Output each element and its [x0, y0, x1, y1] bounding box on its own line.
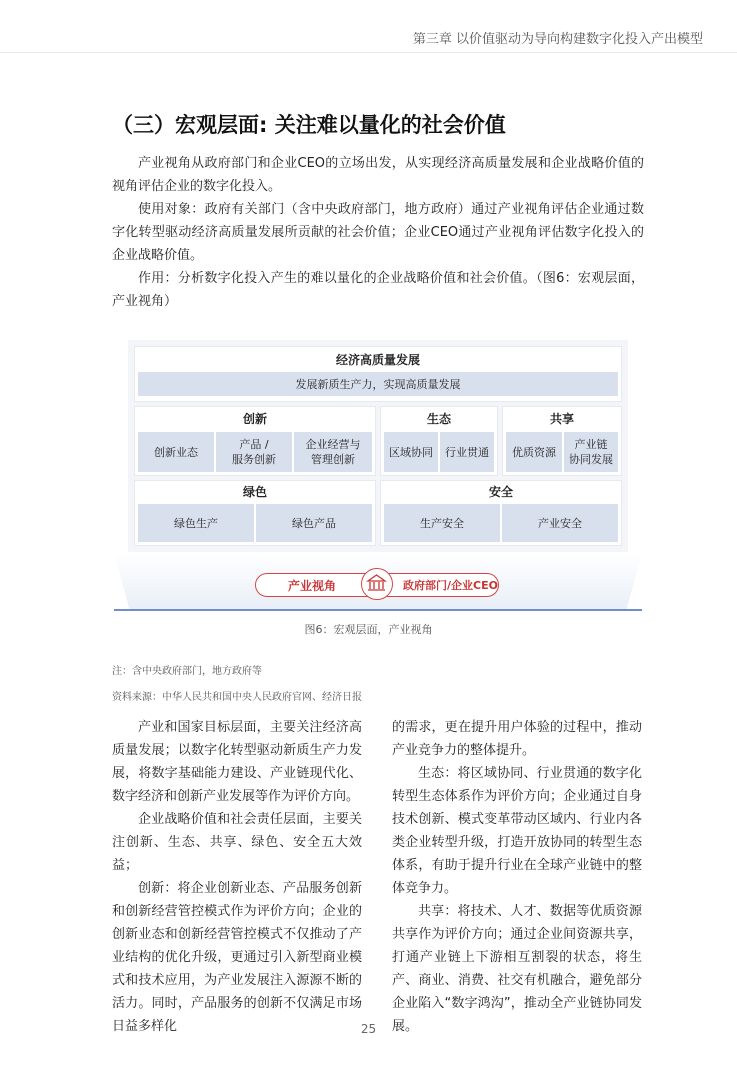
eco-item: 区域协同 [384, 432, 438, 472]
innovation-item: 企业经营与 管理创新 [294, 432, 372, 472]
green-title: 绿色 [242, 484, 267, 499]
eco-item: 行业贯通 [440, 432, 494, 472]
section-title: （三）宏观层面: 关注难以量化的社会价值 [112, 113, 506, 137]
left-column [112, 716, 362, 1038]
figure-note: 注：含中央政府部门，地方政府等 [112, 666, 262, 677]
perspective-subject: 政府部门/企业CEO [403, 579, 498, 592]
body-paragraph: 共享：将技术、人才、数据等优质资源共享作为评价方向；通过企业间资源共享，打通产业链上下游相互割裂的状态，将生产、商业、消费、社交有机融合，避免部分企业陷入“数字鸿沟”，推动全产业链协同发展。 [392, 904, 642, 1034]
figure-source: 资料来源：中华人民共和国中央人民政府官网、经济日报 [112, 692, 362, 703]
body-paragraph: 生态：将区域协同、行业贯通的数字化转型生态体系作为评价方向；企业通过自身技术创新、模式变革带动区域内、行业内各类企业转型升级，打造开放协同的转型生态体系，有助于提升行业在全球产业链中的整体竞争力。 [392, 766, 642, 896]
green-item: 绿色生产 [138, 504, 254, 542]
economy-bar: 发展新质生产力，实现高质量发展 [138, 372, 618, 396]
eco-title: 生态 [426, 411, 451, 426]
innovation-item: 创新业态 [138, 432, 214, 472]
intro-paragraph: 产业视角从政府部门和企业CEO的立场出发，从实现经济高质量发展和企业战略价值的视角评估企业的数字化投入。 [112, 156, 644, 194]
body-paragraph: 创新：将企业创新业态、产品服务创新和创新经营管控模式作为评价方向；企业的创新业态和创新经营管控模式不仅推动了产业结构的优化升级，更通过引入新型商业模式和技术应用，为产业发展注入源源不断的活力。同时，产品服务的创新不仅满足市场日益多样化 [112, 881, 362, 1034]
innovation-title: 创新 [242, 411, 267, 426]
share-title: 共享 [549, 411, 574, 426]
right-column [392, 716, 642, 1038]
share-item: 产业链 协同发展 [564, 432, 618, 472]
platform-edge [114, 609, 642, 611]
figure-caption: 图6：宏观层面，产业视角 [304, 623, 433, 636]
safety-item: 产业安全 [502, 504, 618, 542]
chapter-header: 第三章 以价值驱动为导向构建数字化投入产出模型 [412, 32, 703, 47]
intro-text [112, 152, 644, 313]
body-paragraph: 的需求，更在提升用户体验的过程中，推动产业竞争力的整体提升。 [392, 720, 642, 758]
intro-paragraph: 使用对象：政府有关部门（含中央政府部门，地方政府）通过产业视角评估企业通过数字化转型驱动经济高质量发展所贡献的社会价值；企业CEO通过产业视角评估数字化投入的企业战略价值。 [112, 202, 644, 263]
macro-perspective-diagram [128, 340, 628, 552]
body-paragraph: 产业和国家目标层面，主要关注经济高质量发展；以数字化转型驱动新质生产力发展，将数字基础能力建设、产业链现代化、数字经济和创新产业发展等作为评价方向。 [112, 720, 362, 804]
economy-title: 经济高质量发展 [335, 352, 420, 367]
intro-paragraph: 作用：分析数字化投入产生的难以量化的企业战略价值和社会价值。（图6：宏观层面，产业视角） [112, 271, 644, 309]
safety-item: 生产安全 [384, 504, 500, 542]
share-item: 优质资源 [506, 432, 562, 472]
government-building-icon [361, 568, 393, 600]
header-divider [0, 52, 737, 53]
safety-title: 安全 [488, 484, 513, 499]
perspective-label: 产业视角 [288, 579, 337, 593]
green-item: 绿色产品 [256, 504, 372, 542]
body-paragraph: 企业战略价值和社会责任层面，主要关注创新、生态、共享、绿色、安全五大效益； [112, 812, 362, 873]
innovation-item: 产品 / 服务创新 [216, 432, 292, 472]
page-number: 25 [360, 1022, 377, 1036]
